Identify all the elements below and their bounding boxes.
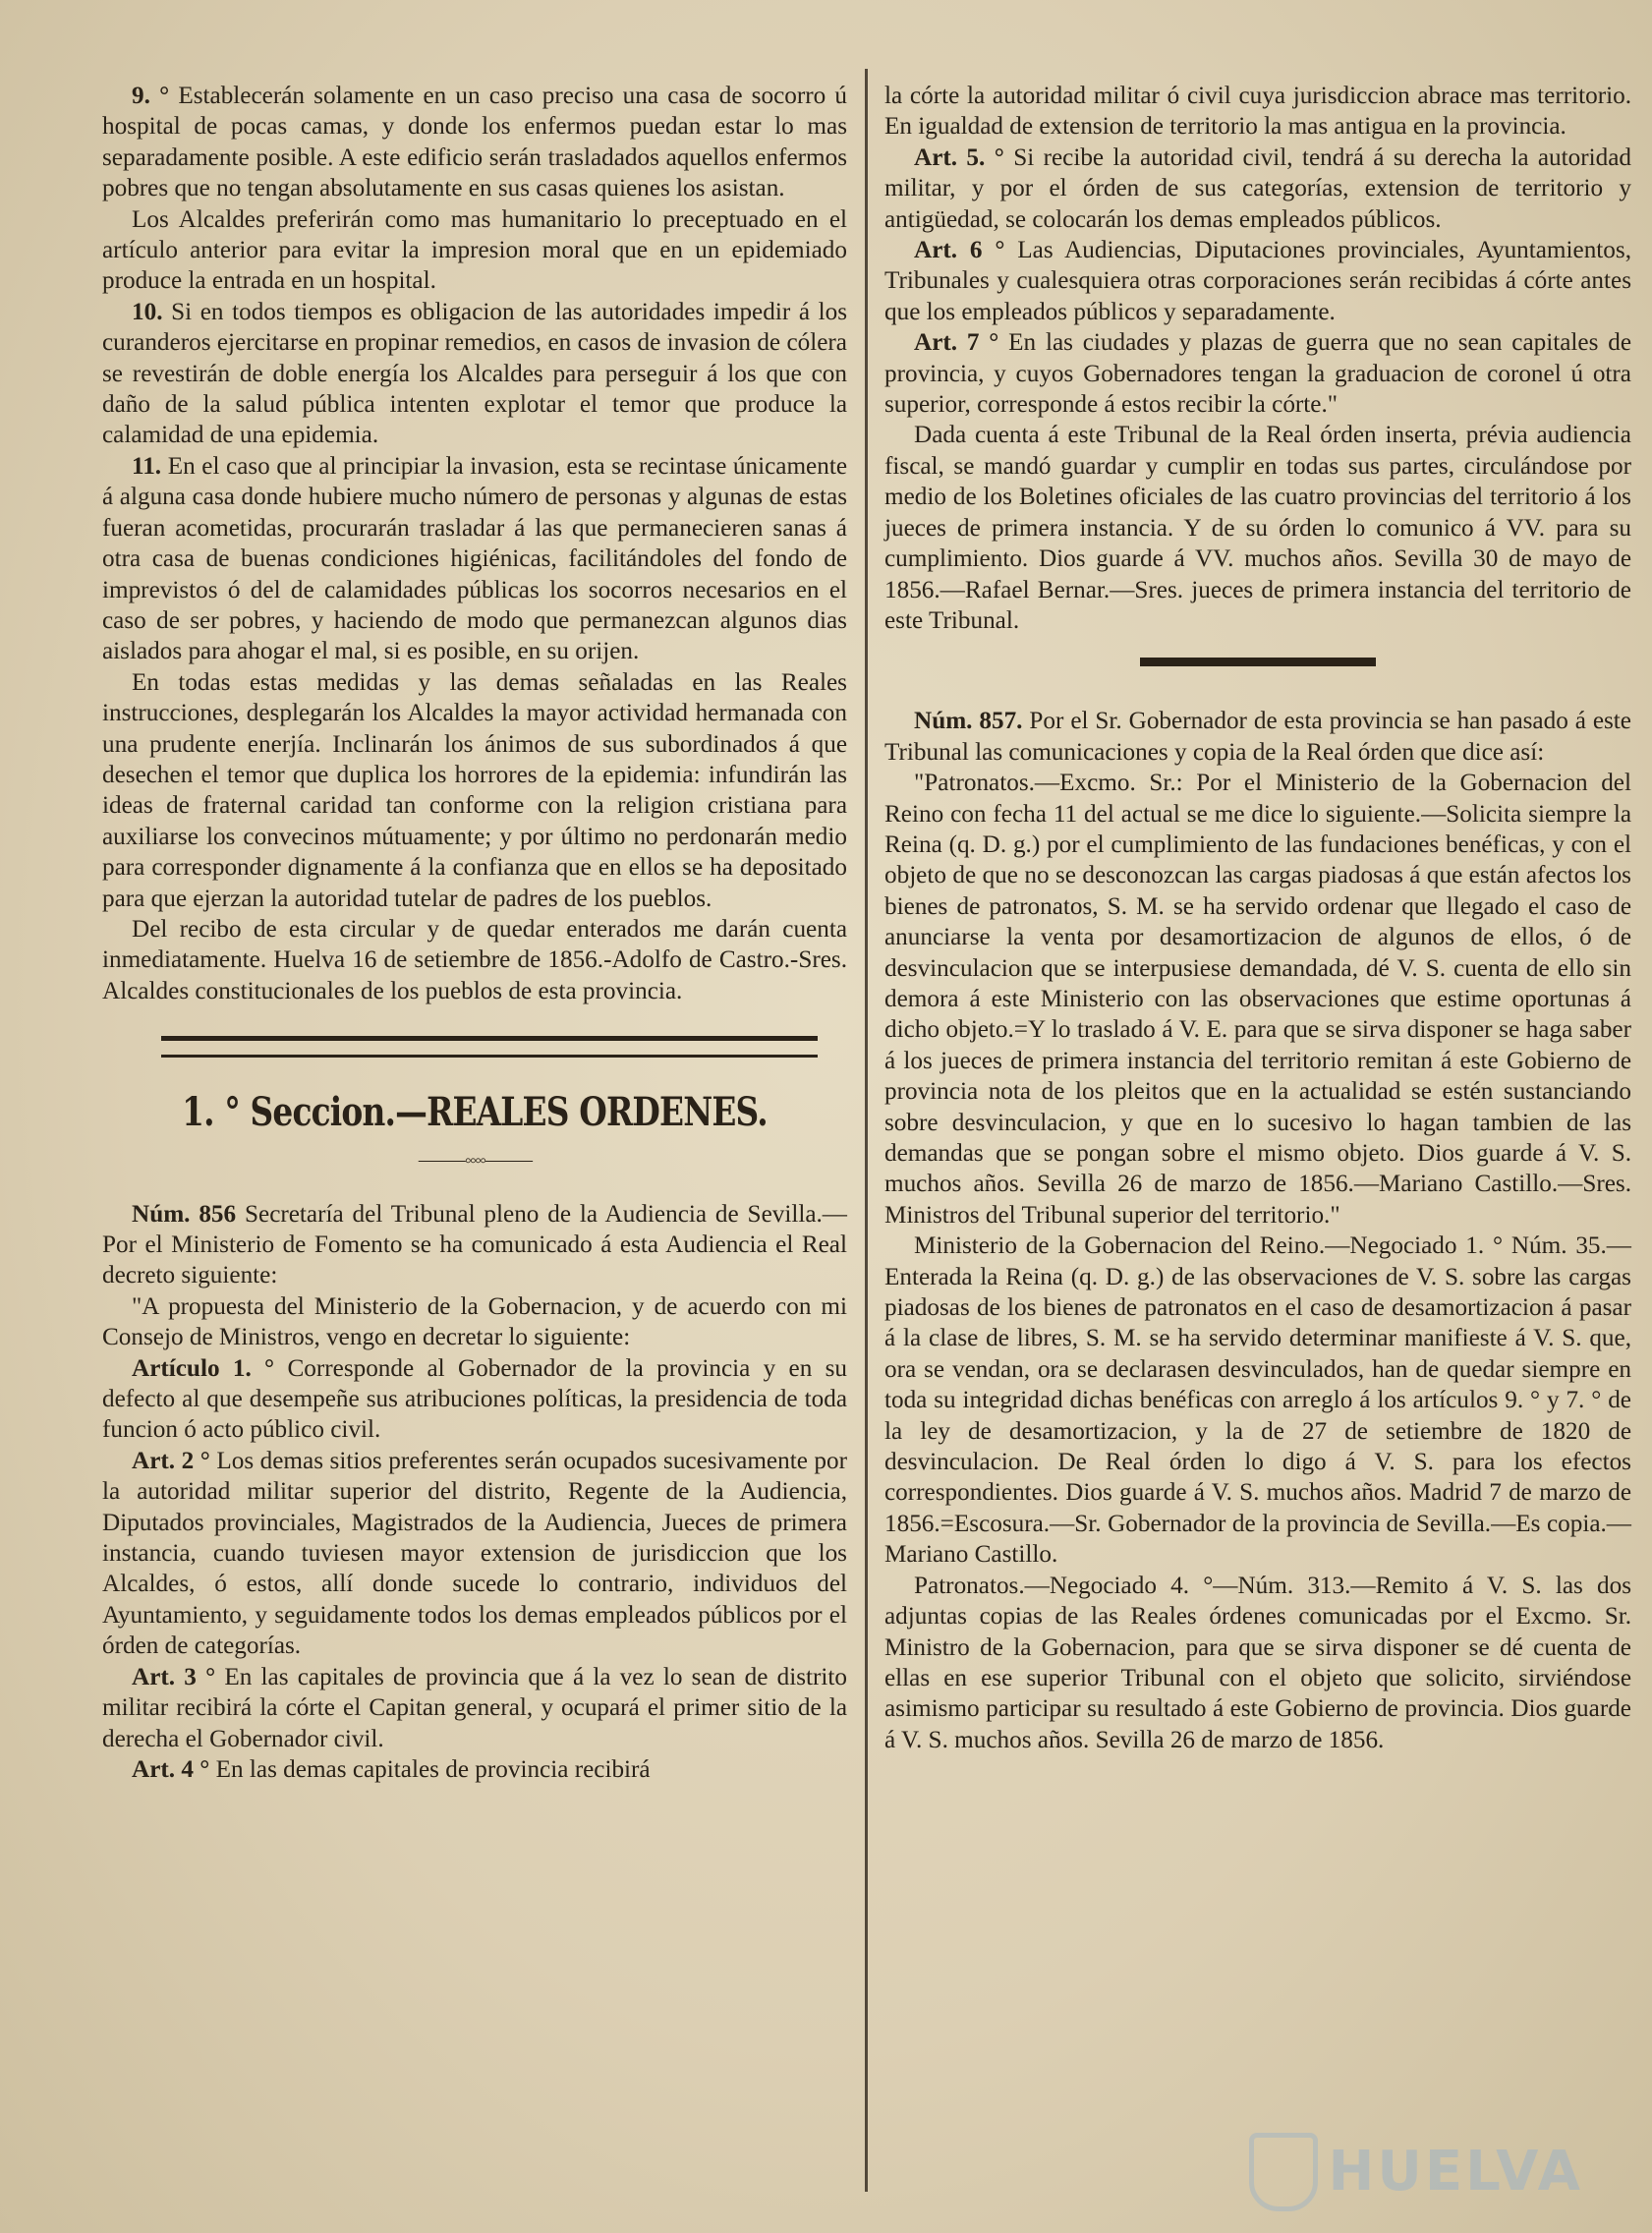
paragraph [102, 667, 847, 914]
paragraph [102, 297, 847, 451]
left-column [102, 81, 847, 1785]
paragraph-lead: Art. 6 ° [914, 237, 1005, 264]
double-rule-separator [161, 1036, 818, 1058]
paragraph [102, 1291, 847, 1353]
paragraph-text: Patronatos.—Negociado 4. °—Núm. 313.—Remito á V. S. las dos adjuntas copias de las Reales órdenes comunicadas por el Excmo. Sr. Ministro de la Gobernacion, para que se sirva disponer se dé cuenta de ellas en ese superior Tribunal con el objeto que solicito, sirviéndose asimismo participar su resultado á este Gobierno de provincia. Dios guarde á V. S. muchos años. Sevilla 26 de marzo de 1856. [884, 1572, 1631, 1753]
paragraph [102, 81, 847, 204]
paragraph [102, 1199, 847, 1291]
paragraph [102, 1353, 847, 1446]
left-paragraphs-1 [102, 81, 847, 1006]
paragraph-text: "Patronatos.—Excmo. Sr.: Por el Ministerio de la Gobernacion del Reino con fecha 11 del actual se me dice lo siguiente.—Solicita siempre la Reina (q. D. g.) por el cumplimiento de las fundaciones benéficas, y con el objeto de que no se desconozcan las cargas piadosas á que están afectos los bienes de patronatos, S. M. se ha servido ordenar que llegado el caso de anunciarse la venta por desamortizacion de algunos de ellos, ó de desvinculacion que se interpusiese demandada, dé V. S. cuenta de ello sin demora á este Ministerio con las observaciones que estime oportunas á dicho objeto.=Y lo traslado á V. E. para que se sirva disponer se haga saber á los jueces de primera instancia del territorio remitan á este Gobierno de provincia nota de los pleitos que en la actualidad se estén sustanciando sobre desvinculacion, y que en lo sucesivo lo hagan tambien de las demandas que se pongan sobre el mismo objeto. Dios guarde á V. S. muchos años. Sevilla 26 de marzo de 1856.—Mariano Castillo.—Sres. Ministros del Tribunal superior del territorio." [884, 770, 1631, 1229]
paragraph-text: Ministerio de la Gobernacion del Reino.—Negociado 1. ° Núm. 35.—Enterada la Reina (q. D. g.) de las observaciones de V. S. sobre las cargas piadosas de los bienes de patronatos en el caso de desamortizacion á pasar á la clase de libres, S. M. se ha servido determinar manifieste á V. S. que, ora se vendan, ora se declarasen desvinculados, han de quedar siempre en toda su integridad dichas benéficas con arreglo á los artículos 9. ° y 7. ° de la ley de desamortizacion, y la de 27 de setiembre de 1820 de desvinculacion. De Real órden lo digo á V. S. para los efectos correspondientes. Dios guarde á V. S. muchos años. Madrid 7 de marzo de 1856.=Escosura.—Sr. Gobernador de la provincia de Sevilla.—Es copia.—Mariano Castillo. [884, 1232, 1631, 1569]
paragraph-lead: Artículo 1. ° [132, 1354, 275, 1382]
archive-watermark: HUELVA [1328, 2140, 1583, 2204]
paragraph [884, 81, 1631, 143]
paragraph [884, 420, 1631, 636]
right-paragraphs-2 [884, 706, 1631, 1755]
paragraph-lead: 10. [132, 298, 163, 325]
left-paragraphs-2 [102, 1199, 847, 1786]
paragraph-text: Si en todos tiempos es obligacion de las autoridades impedir á los curanderos ejercitarse en propinar remedios, en casos de invasion de cólera se revestirán de doble energía los Alcaldes para perseguir á los que con daño de la salud pública intenten explotar el temor que produce la calamidad de una epidemia. [102, 298, 848, 449]
paragraph-text: Los Alcaldes preferirán como mas humanitario lo preceptuado en el artículo anterior para evitar la impresion moral que en un epidemiado produce la entrada en un hospital. [102, 205, 847, 295]
paragraph [884, 706, 1631, 768]
paragraph [884, 1231, 1631, 1570]
paragraph-text: Del recibo de esta circular y de quedar enterados me darán cuenta inmediatamente. Huelva 16 de setiembre de 1856.-Adolfo de Castro.-Sres. Alcaldes constitucionales de los pueblos de esta provincia. [102, 915, 847, 1004]
paragraph [884, 768, 1631, 1231]
paragraph-text: Por el Sr. Gobernador de esta provincia se han pasado á este Tribunal las comunicaciones y copia de la Real órden que dice así: [884, 708, 1631, 766]
paragraph-lead: Art. 2 ° [132, 1447, 210, 1474]
paragraph [102, 1662, 847, 1754]
paragraph [102, 1754, 847, 1785]
paragraph-text: la córte la autoridad militar ó civil cuya jurisdiccion abrace mas territorio. En igualdad de extension de territorio la mas antigua en la provincia. [884, 83, 1631, 141]
bold-rule-separator [1140, 658, 1376, 666]
paragraph-text: En todas estas medidas y las demas señaladas en las Reales instrucciones, desplegarán los Alcaldes la mayor actividad hermanada con una prudente enerjía. Inclinarán los ánimos de sus subordinados á que desechen el temor que duplica los horrores de la epidemia: infundirán las ideas de fraternal caridad tan conforme con la religion cristiana para auxiliarse los convecinos mútuamente; y por último no perdonarán medio para corresponder dignamente á la confianza que en ellos se ha depositado para que ejerzan la autoridad tutelar de padres de los pueblos. [102, 668, 847, 912]
right-column [884, 81, 1631, 1755]
paragraph-lead: Art. 3 ° [132, 1663, 216, 1690]
paragraph-text: Establecerán solamente en un caso preciso una casa de socorro ú hospital de pocas camas, y donde los enfermos puedan estar lo mas separadamente posible. A este edificio serán trasladados aquellos enfermos pobres que no tengan absolutamente en sus casas quienes los asistan. [102, 83, 847, 202]
paragraph [102, 204, 847, 297]
paragraph-text: En las capitales de provincia que á la vez lo sean de distrito militar recibirá la córte el Capitan general, y ocupará el primer sitio de la derecha el Gobernador civil. [102, 1663, 847, 1752]
paragraph-lead: Núm. 856 [132, 1200, 237, 1228]
section-title: 1. ° Seccion.—REALES ORDENES. [182, 1089, 768, 1136]
right-paragraphs-1 [884, 81, 1631, 636]
paragraph-text: Secretaría del Tribunal pleno de la Audiencia de Sevilla.—Por el Ministerio de Fomento se ha comunicado á esta Audiencia el Real decreto siguiente: [102, 1200, 847, 1289]
paragraph-text: Las Audiencias, Diputaciones provinciales, Ayuntamientos, Tribunales y cualesquiera otras corporaciones serán recibidas á córte antes que los empleados públicos y separadamente. [884, 237, 1631, 325]
paragraph [884, 143, 1631, 235]
paragraph-text: En el caso que al principiar la invasion, esta se recintase únicamente á alguna casa donde hubiere mucho número de personas y algunas de estas fueran acometidas, procurarán trasladar á las que permanecieren sanas á otra casa de buenas condiciones higiénicas, facilitándoles del fondo de imprevistos ó del de calamidades públicas los socorros necesarios en el caso de ser pobres, y haciendo de modo que permanezcan algunos dias aislados para ahogar el mal, si es posible, en su orijen. [102, 452, 848, 665]
paragraph-text: Corresponde al Gobernador de la provincia y en su defecto al que desempeñe sus atribuciones políticas, la presidencia de toda funcion ó acto público civil. [102, 1354, 848, 1444]
paragraph-lead: 9. ° [132, 83, 170, 109]
paragraph-text: "A propuesta del Ministerio de la Gobernacion, y de acuerdo con mi Consejo de Ministros, vengo en decretar lo siguiente: [102, 1292, 847, 1351]
paragraph-text: Si recibe la autoridad civil, tendrá á su derecha la autoridad militar, y por el órden de sus categorías, extension de territorio y antigüedad, se colocarán los demas empleados públicos. [884, 143, 1631, 233]
paragraph-text: En las ciudades y plazas de guerra que no sean capitales de provincia, y cuyos Gobernadores tengan la graduacion de coronel ú otra superior, corresponde á estos recibir la córte." [884, 329, 1631, 419]
paragraph-lead: Art. 7 ° [914, 329, 999, 357]
paragraph [884, 1571, 1631, 1755]
paragraph-lead: 11. [132, 452, 162, 480]
paragraph [102, 451, 847, 667]
paragraph-text: Dada cuenta á este Tribunal de la Real órden inserta, prévia audiencia fiscal, se mandó guardar y cumplir en todas sus partes, circulándose por medio de los Boletines oficiales de las cuatro provincias del territorio á los jueces de primera instancia. Y de su órden lo comunico á VV. para su cumplimiento. Dios guarde á VV. muchos años. Sevilla 30 de mayo de 1856.—Rafael Bernar.—Sres. jueces de primera instancia del territorio de este Tribunal. [884, 422, 1631, 634]
paragraph-lead: Art. 4 ° [132, 1755, 210, 1783]
paragraph [102, 1446, 847, 1662]
paragraph-text: Los demas sitios preferentes serán ocupados sucesivamente por la autoridad militar superior del distrito, Regente de la Audiencia, Diputados provinciales, Magistrados de la Audiencia, Jueces de primera instancia, cuando tuviesen mayor extension de jurisdiccion que los Alcaldes, ó estos, allí donde sucede lo contrario, individuos del Ayuntamiento, y seguidamente todos los demas empleados públicos por el órden de categorías. [102, 1447, 847, 1660]
column-divider [865, 69, 868, 2192]
paragraph-lead: Art. 5. ° [914, 143, 1004, 171]
paragraph [884, 235, 1631, 327]
paragraph-text: En las demas capitales de provincia recibirá [215, 1755, 651, 1783]
ornament-divider: ⸻◦◦◦◦⸻ [417, 1150, 533, 1173]
archive-stamp-icon [1249, 2133, 1318, 2211]
paragraph-lead: Núm. 857. [914, 708, 1023, 735]
paragraph [102, 914, 847, 1006]
paragraph [884, 327, 1631, 420]
